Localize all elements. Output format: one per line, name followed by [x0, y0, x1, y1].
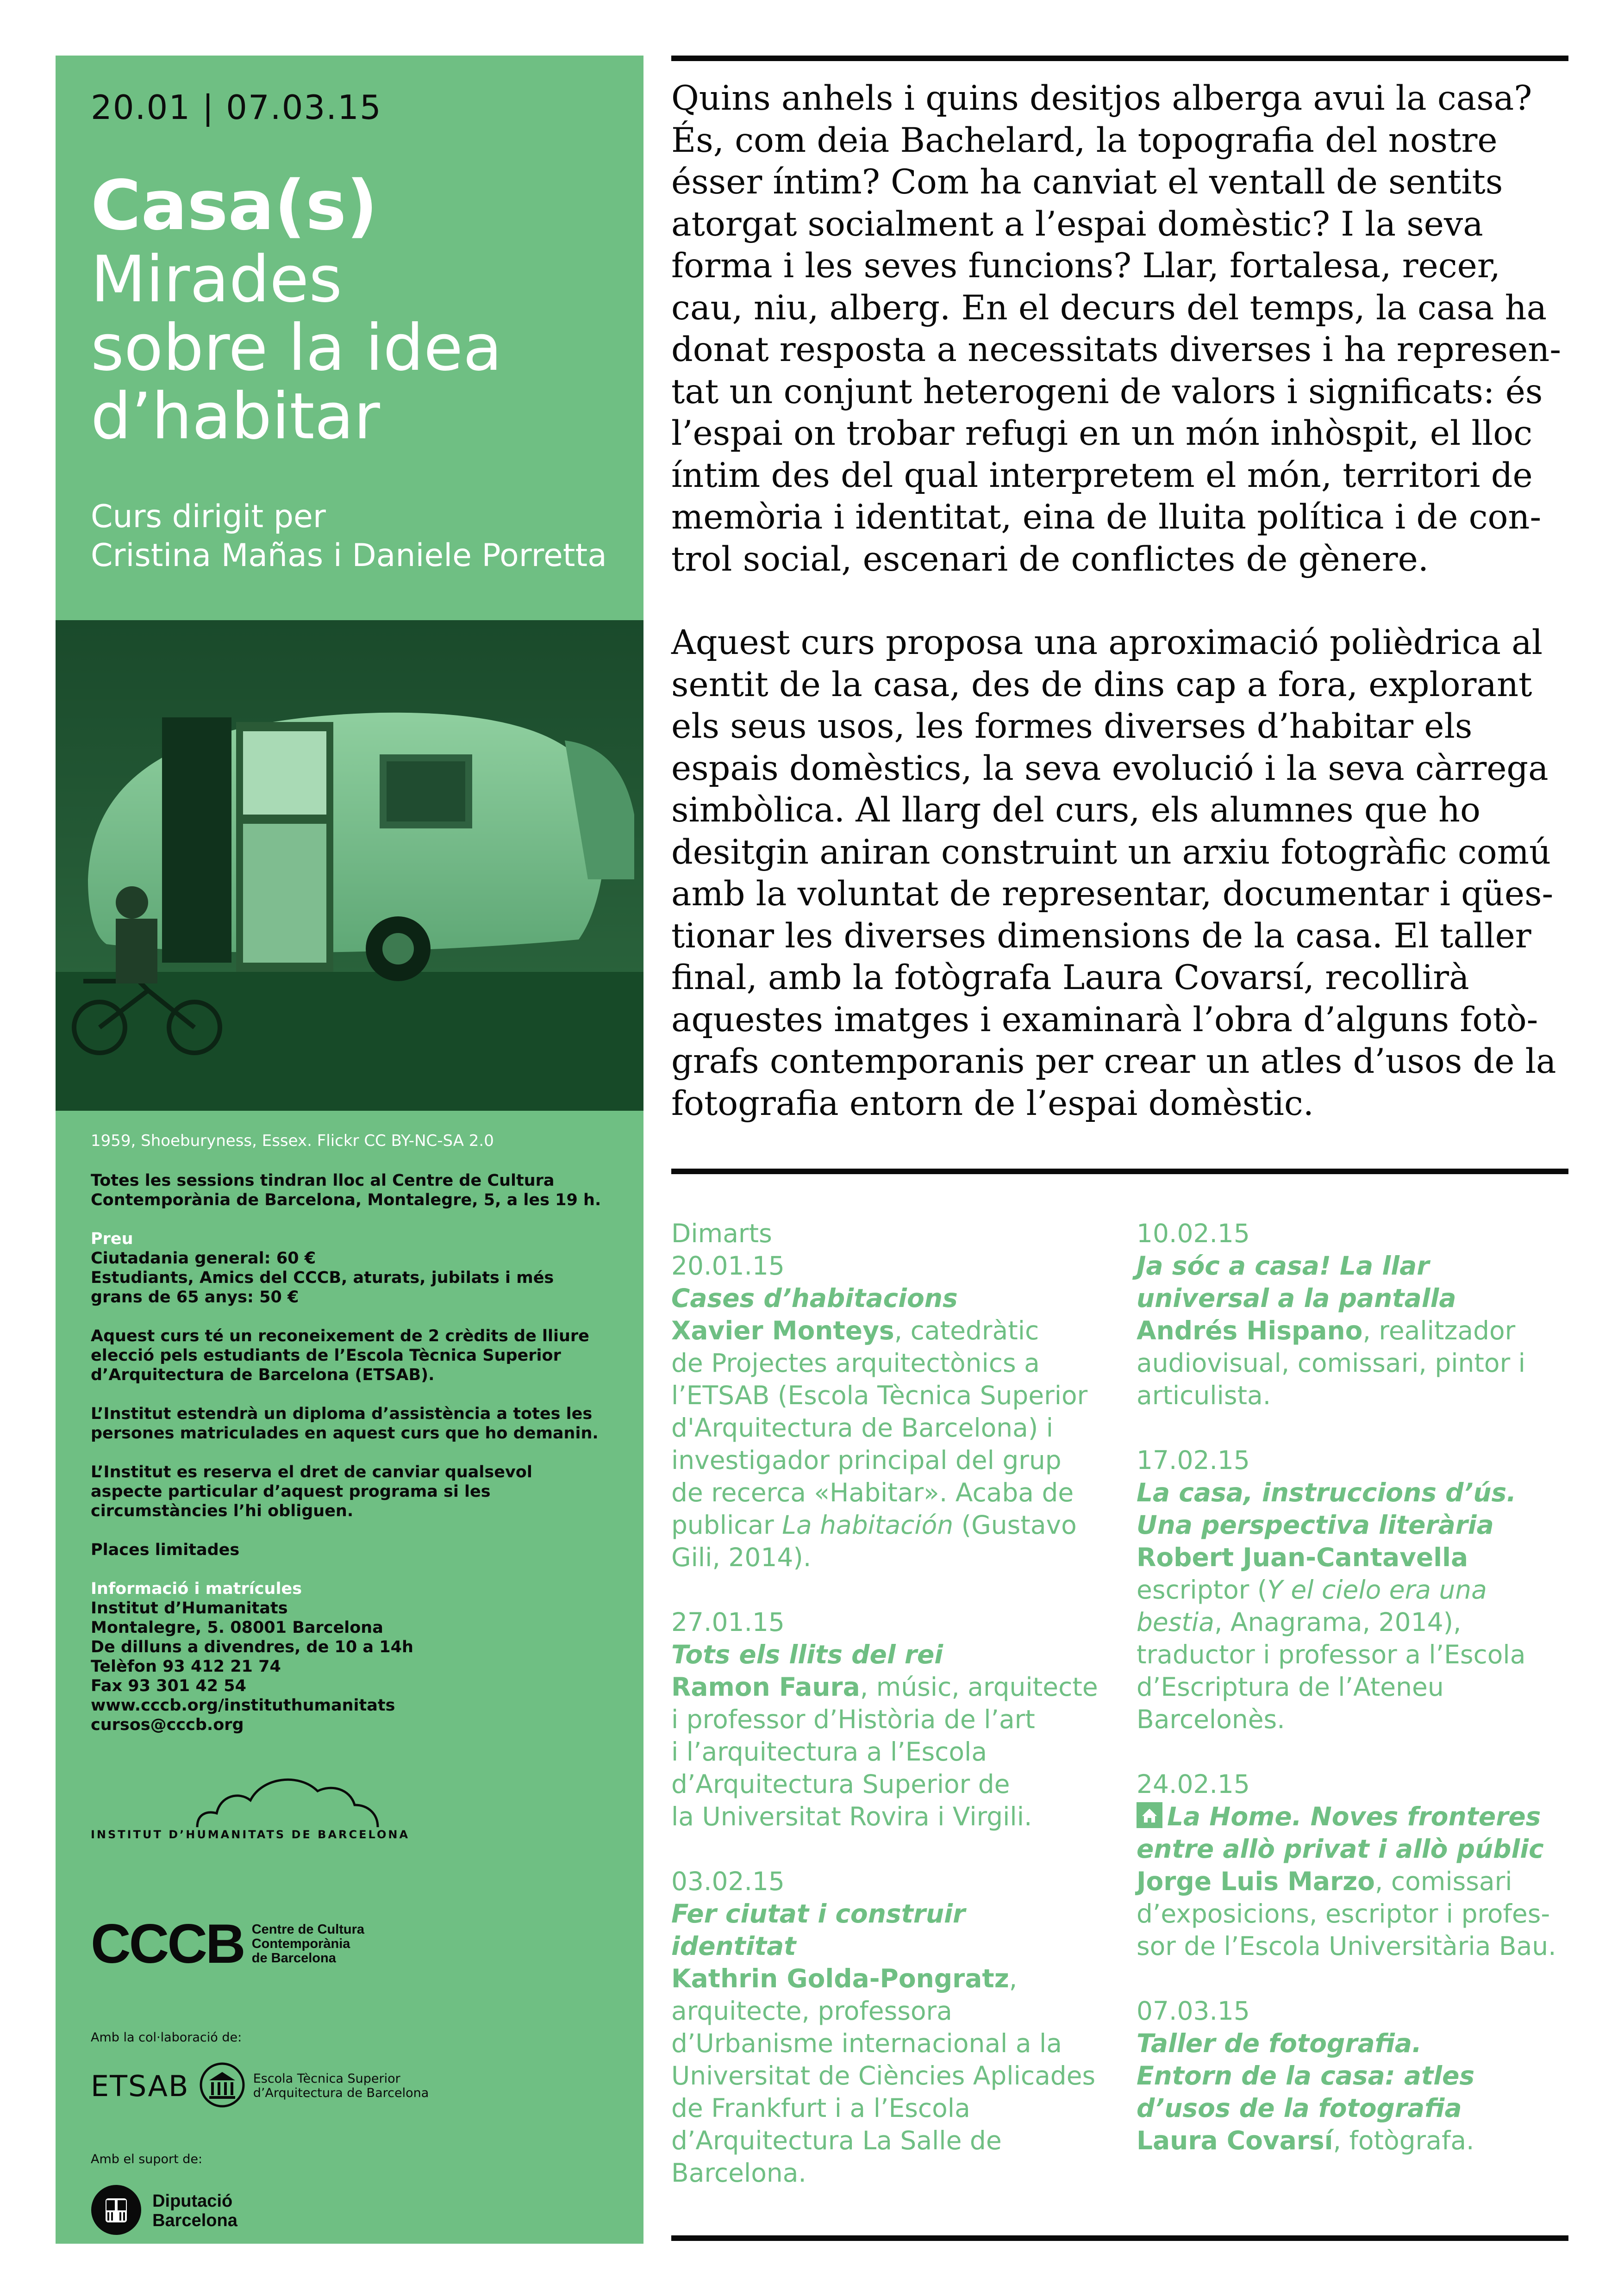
website-link[interactable]: www.cccb.org/instituthumanitats [91, 1696, 395, 1715]
session-desc: d’Escriptura de l’Ateneu [1137, 1672, 1444, 1702]
session-title: identitat [671, 1931, 796, 1961]
text-line: final, amb la fotògrafa Laura Covarsí, recollirà [671, 958, 1469, 997]
session-speaker: Laura Covarsí [1137, 2126, 1333, 2155]
sessions-column-2 [1137, 1217, 1572, 2189]
session-desc: d’exposicions, escriptor i profes- [1137, 1899, 1550, 1929]
session-desc: sor de l’Escola Universitària Bau. [1137, 1931, 1556, 1961]
session-date: 27.01.15 [671, 1607, 785, 1637]
info-line: aspecte particular d’aquest programa si les [91, 1482, 491, 1501]
text-line: ésser íntim? Com ha canviat el ventall de sentits [671, 162, 1503, 202]
session-title: universal a la pantalla [1137, 1283, 1456, 1313]
session-desc: , comissari [1374, 1867, 1512, 1896]
changes-info [91, 1462, 609, 1521]
session-title: Una perspectiva literària [1137, 1510, 1494, 1540]
session-desc: Barcelona. [671, 2158, 806, 2188]
session-date: 20.01.15 [671, 1251, 785, 1281]
session-desc: d’Arquitectura Superior de [671, 1769, 1010, 1799]
publication-title: bestia [1137, 1607, 1214, 1637]
session-desc: traductor i professor a l’Escola [1137, 1640, 1526, 1669]
text-line: aquestes imatges i examinarà l’obra d’alguns fotò- [671, 1000, 1538, 1039]
session-speaker: Kathrin Golda-Pongratz [671, 1964, 1009, 1993]
info-line: persones matriculades en aquest curs que ho demanin. [91, 1424, 599, 1443]
institut-humanitats-name: INSTITUT D’HUMANITATS DE BARCELONA [91, 1828, 410, 1841]
session-1 [671, 1217, 1125, 1574]
session-desc: , Anagrama, 2014), [1214, 1607, 1462, 1637]
session-desc: de Frankfurt i a l’Escola [671, 2093, 970, 2123]
session-title: Tots els llits del rei [671, 1640, 943, 1669]
session-date: 03.02.15 [671, 1867, 785, 1896]
session-desc: de recerca «Habitar». Acaba de [671, 1478, 1074, 1507]
session-desc: , [1009, 1964, 1018, 1993]
subtitle-line: d’habitar [91, 379, 380, 454]
info-line: circumstàncies l’hi obliguen. [91, 1502, 354, 1520]
intro-paragraph-1 [671, 78, 1561, 580]
info-line: L’Institut estendrà un diploma d’assistència a totes les [91, 1405, 593, 1423]
caravan-photo-image [56, 620, 643, 1111]
info-line: Montalegre, 5. 08001 Barcelona [91, 1618, 383, 1637]
course-subtitle [91, 242, 502, 454]
price-label: Preu [91, 1230, 133, 1248]
text-line: memòria i identitat, eina de lluita política i de con- [671, 498, 1542, 537]
session-7 [1137, 1995, 1572, 2157]
session-title: La Home. Noves fronteres [1167, 1802, 1541, 1831]
session-desc: investigador principal del grup [671, 1445, 1062, 1475]
subtitle-line: Mirades [91, 242, 343, 317]
text-line: atorgat socialment a l’espai domèstic? I la seva [671, 204, 1483, 244]
text-line: trol social, escenari de conflictes de gènere. [671, 539, 1429, 579]
top-rule [671, 56, 1568, 61]
session-desc: Barcelonès. [1137, 1705, 1285, 1734]
text-line: tat un conjunt heterogeni de valors i significats: és [671, 372, 1543, 411]
text-line: Quins anhels i quins desitjos alberga avui la casa? [671, 79, 1532, 118]
session-date: 10.02.15 [1137, 1219, 1250, 1248]
text-line: grafs contemporanis per crear un atles d’usos de la [671, 1042, 1556, 1081]
session-desc: Gili, 2014). [671, 1543, 812, 1572]
text-line: tionar les diverses dimensions de la casa. El taller [671, 916, 1531, 956]
info-line: elecció pels estudiants de l’Escola Tècnica Superior [91, 1346, 561, 1365]
course-directors [91, 498, 607, 575]
photo-caption: 1959, Shoeburyness, Essex. Flickr CC BY-NC-SA 2.0 [91, 1132, 494, 1150]
text-line: forma i les seves funcions? Llar, fortalesa, recer, [671, 246, 1500, 286]
contact-label: Informació i matrícules [91, 1580, 302, 1598]
session-desc: (Gustavo [953, 1510, 1077, 1540]
home-icon [1137, 1802, 1162, 1828]
text-line: els seus usos, les formes diverses d’habitar els [671, 707, 1473, 746]
session-date: 24.02.15 [1137, 1769, 1250, 1799]
diputacio-name-line: Diputació [152, 2191, 233, 2211]
cccb-mark: CCCB [91, 1913, 244, 1975]
text-line: cau, niu, alberg. En el decurs del temps, la casa ha [671, 288, 1547, 328]
session-speaker: Ramon Faura [671, 1672, 860, 1702]
text-line: És, com deia Bachelard, la topografia del nostre [671, 120, 1498, 160]
contact-info [91, 1579, 609, 1735]
middle-rule [671, 1169, 1568, 1174]
session-title: Fer ciutat i construir [671, 1899, 966, 1929]
session-desc: audiovisual, comissari, pintor i [1137, 1348, 1525, 1378]
caravan-photo [56, 620, 643, 1111]
text-line: fotografia entorn de l’espai domèstic. [671, 1083, 1314, 1123]
left-panel [56, 56, 643, 2244]
course-dates: 20.01 | 07.03.15 [91, 88, 382, 127]
session-title: d’usos de la fotografia [1137, 2093, 1462, 2123]
session-speaker: Jorge Luis Marzo [1137, 1867, 1375, 1896]
session-title: entre allò privat i allò públic [1137, 1834, 1544, 1864]
publication-title: Y el cielo era una [1267, 1575, 1487, 1605]
session-desc: d’Arquitectura La Salle de [671, 2126, 1002, 2155]
text-line: donat resposta a necessitats diverses i ha represen- [671, 330, 1561, 369]
cccb-name-line: Centre de Cultura [251, 1922, 365, 1937]
collaboration-label: Amb la col·laboració de: [91, 2030, 242, 2045]
info-line: Telèfon 93 412 21 74 [91, 1657, 281, 1676]
price-info [91, 1229, 609, 1307]
session-desc: Universitat de Ciències Aplicades [671, 2061, 1096, 2091]
cccb-name-line: Contemporània [251, 1936, 350, 1951]
cccb-name [252, 1923, 364, 1966]
session-desc: i l’arquitectura a l’Escola [671, 1737, 987, 1767]
info-line: Fax 93 301 42 54 [91, 1677, 246, 1695]
session-title: Entorn de la casa: atles [1137, 2061, 1475, 2091]
info-line: Aquest curs té un reconeixement de 2 crèdits de lliure [91, 1327, 589, 1345]
session-desc: publicar [671, 1510, 782, 1540]
institut-humanitats-logo [91, 1768, 443, 1842]
info-line: L’Institut es reserva el dret de canviar qualsevol [91, 1463, 532, 1481]
session-speaker: Andrés Hispano [1137, 1316, 1363, 1345]
session-6 [1137, 1768, 1572, 1962]
cccb-name-line: de Barcelona [251, 1950, 336, 1966]
course-title: Casa(s) [91, 166, 378, 245]
session-desc: de Projectes arquitectònics a [671, 1348, 1040, 1378]
session-desc: , catedràtic [894, 1316, 1039, 1345]
session-title: Cases d’habitacions [671, 1283, 958, 1313]
session-2 [671, 1606, 1125, 1833]
session-desc: arquitecte, professora [671, 1996, 952, 2026]
info-line: Ciutadania general: 60 € [91, 1249, 316, 1268]
session-3 [671, 1865, 1125, 2189]
info-line: Contemporània de Barcelona, Montalegre, 5, a les 19 h. [91, 1191, 601, 1209]
support-label: Amb el suport de: [91, 2152, 203, 2166]
text-line: espais domèstics, la seva evolució i la seva càrrega [671, 748, 1549, 788]
practical-info [91, 1171, 609, 1754]
text-line: íntim des del qual interpretem el món, territori de [671, 455, 1533, 495]
text-line: sentit de la casa, des de dins cap a fora, explorant [671, 665, 1532, 704]
etsab-name-line: d’Arquitectura de Barcelona [253, 2086, 429, 2100]
info-line: grans de 65 anys: 50 € [91, 1288, 299, 1307]
email-link[interactable]: cursos@cccb.org [91, 1716, 244, 1734]
session-title: Taller de fotografia. [1137, 2028, 1422, 2058]
session-desc: , fotògrafa. [1333, 2126, 1474, 2155]
cccb-logo [91, 1913, 365, 1975]
places-limited: Places limitades [91, 1541, 240, 1559]
info-line: De dilluns a divendres, de 10 a 14h [91, 1638, 413, 1656]
session-speaker: Xavier Monteys [671, 1316, 894, 1345]
intro-paragraph-2 [671, 622, 1556, 1125]
text-line: l’espai on trobar refugi en un món inhòspit, el lloc [671, 414, 1533, 453]
venue-info [91, 1171, 609, 1210]
session-title: Ja sóc a casa! La llar [1137, 1251, 1430, 1281]
diputacio-name [152, 2191, 237, 2230]
text-line: Aquest curs proposa una aproximació polièdrica al [671, 623, 1543, 662]
session-desc: articulista. [1137, 1381, 1271, 1410]
session-date: 17.02.15 [1137, 1445, 1250, 1475]
director-line: Cristina Mañas i Daniele Porretta [91, 537, 607, 574]
text-line: desitgin aniran construint un arxiu fotogràfic comú [671, 832, 1551, 872]
session-desc: d’Urbanisme internacional a la [671, 2028, 1062, 2058]
sessions-column-1 [671, 1217, 1125, 2221]
course-description [671, 78, 1561, 1125]
session-desc: , músic, arquitecte [860, 1672, 1098, 1702]
session-speaker: Robert Juan-Cantavella [1137, 1543, 1468, 1572]
etsab-name [253, 2072, 429, 2100]
info-line: Totes les sessions tindran lloc al Centre de Cultura [91, 1171, 555, 1190]
session-5 [1137, 1444, 1572, 1736]
bottom-rule [671, 2235, 1568, 2241]
session-4 [1137, 1217, 1572, 1412]
subtitle-line: sobre la idea [91, 311, 502, 385]
session-desc: d'Arquitectura de Barcelona) i [671, 1413, 1054, 1443]
diputacio-logo [91, 2184, 237, 2237]
coat-of-arms-icon [91, 2184, 142, 2237]
info-line: d’Arquitectura de Barcelona (ETSAB). [91, 1366, 435, 1384]
session-desc: l’ETSAB (Escola Tècnica Superior [671, 1381, 1088, 1410]
text-line: amb la voluntat de representar, documentar i qües- [671, 874, 1554, 914]
session-day: Dimarts [671, 1219, 772, 1248]
director-line: Curs dirigit per [91, 498, 326, 535]
session-desc: escriptor ( [1137, 1575, 1268, 1605]
places-info [91, 1540, 609, 1560]
diputacio-name-line: Barcelona [152, 2211, 237, 2230]
text-line: simbòlica. Al llarg del curs, els alumnes que ho [671, 790, 1481, 830]
info-line: Estudiants, Amics del CCCB, aturats, jubilats i més [91, 1269, 554, 1287]
session-date: 07.03.15 [1137, 1996, 1250, 2026]
publication-title: La habitación [782, 1510, 954, 1540]
etsab-mark: ETSAB [91, 2069, 189, 2103]
building-icon [199, 2062, 245, 2110]
session-desc: , realitzador [1362, 1316, 1516, 1345]
cloud-icon [91, 1768, 443, 1828]
etsab-name-line: Escola Tècnica Superior [253, 2072, 400, 2086]
session-title: La casa, instruccions d’ús. [1137, 1478, 1517, 1507]
session-desc: la Universitat Rovira i Virgili. [671, 1802, 1032, 1831]
etsab-logo [91, 2062, 429, 2110]
credits-info [91, 1326, 609, 1385]
diploma-info [91, 1404, 609, 1443]
info-line: Institut d’Humanitats [91, 1599, 288, 1618]
session-desc: i professor d’Història de l’art [671, 1705, 1035, 1734]
